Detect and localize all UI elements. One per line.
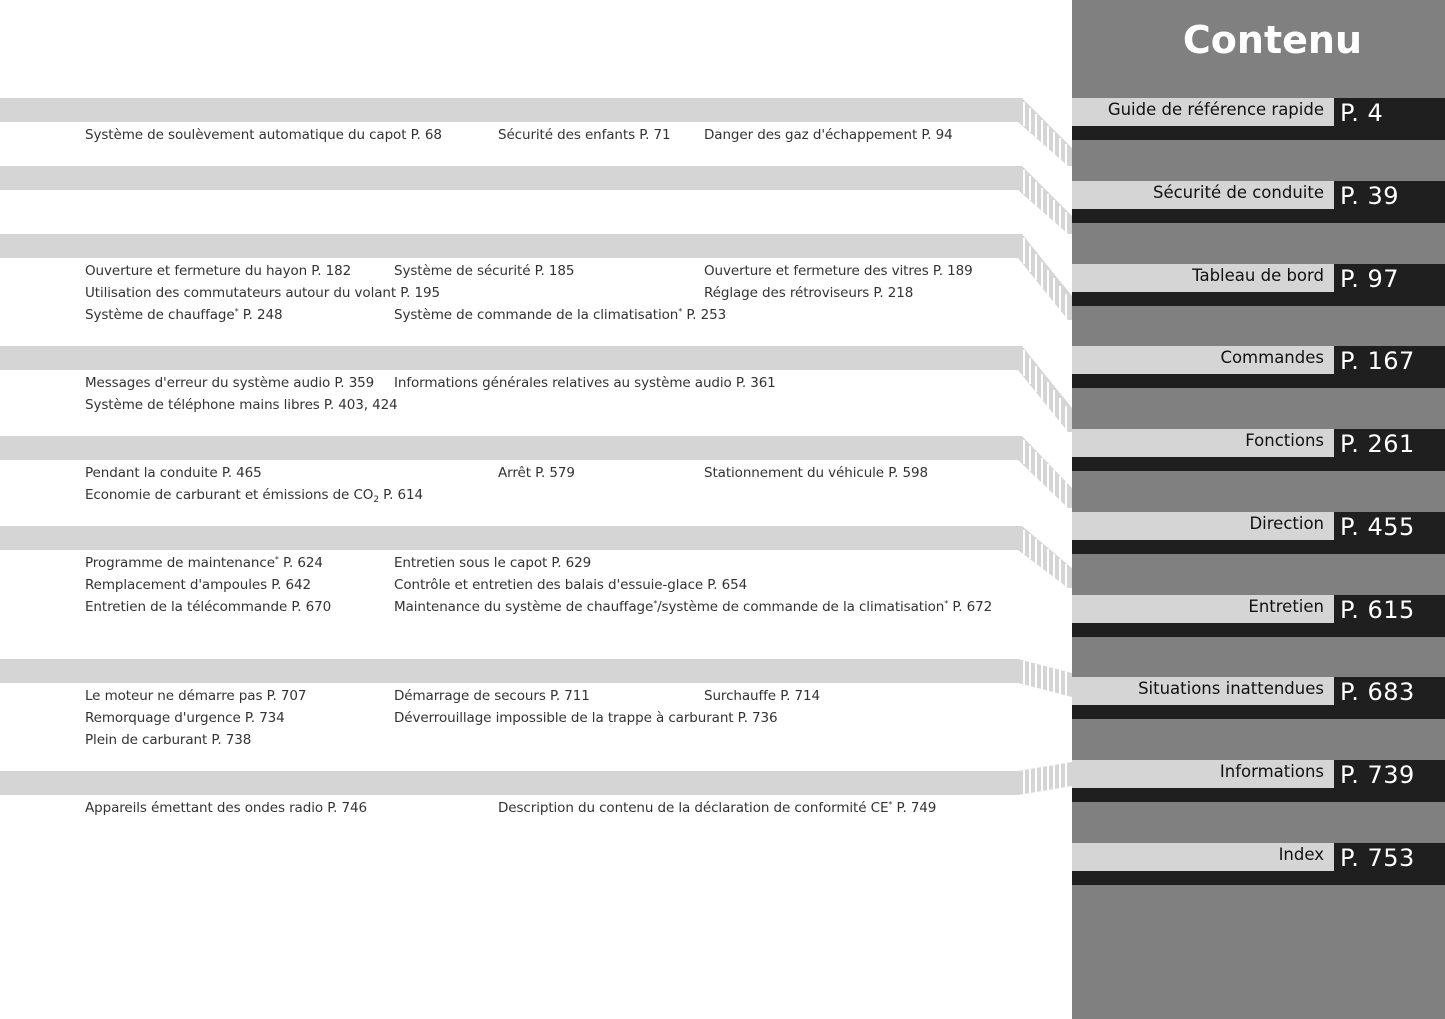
toc-link[interactable] bbox=[498, 800, 936, 816]
connector-ribbon bbox=[1018, 166, 1072, 238]
toc-link-page: P. 248 bbox=[242, 307, 283, 323]
chapter-tab[interactable] bbox=[1072, 429, 1445, 471]
connector-ribbon bbox=[1018, 526, 1072, 590]
toc-link[interactable]: Système de téléphone mains libres P. 403, 424 bbox=[85, 397, 398, 413]
toc-link[interactable]: Messages d'erreur du système audio P. 359 bbox=[85, 375, 375, 391]
chapter-tab[interactable] bbox=[1072, 98, 1445, 140]
chapter-tab[interactable] bbox=[1072, 677, 1445, 719]
chapter-tab-page: P. 261 bbox=[1340, 430, 1415, 458]
chapter-tab-shadow bbox=[1072, 540, 1445, 554]
toc-link[interactable]: Entretien de la télécommande P. 670 bbox=[85, 599, 332, 615]
toc-link[interactable]: Ouverture et fermeture du hayon P. 182 bbox=[85, 263, 352, 279]
chapter-tab-label: Commandes bbox=[1072, 346, 1334, 374]
chapter-tab-shadow bbox=[1072, 623, 1445, 637]
toc-link[interactable]: Le moteur ne démarre pas P. 707 bbox=[85, 688, 307, 704]
connector-ribbon bbox=[1018, 98, 1072, 170]
chapter-tab-page: P. 39 bbox=[1340, 182, 1400, 210]
toc-link[interactable]: Sécurité des enfants P. 71 bbox=[498, 127, 671, 143]
toc-link[interactable]: Remorquage d'urgence P. 734 bbox=[85, 710, 285, 726]
chapter-tab-page: P. 97 bbox=[1340, 265, 1400, 293]
connector-ribbon bbox=[1018, 659, 1072, 699]
chapter-tab-label: Tableau de bord bbox=[1072, 264, 1334, 292]
footnote-mark: * bbox=[274, 555, 279, 564]
toc-link-text: Système de commande de la climatisation bbox=[394, 307, 679, 323]
toc-link[interactable]: Remplacement d'ampoules P. 642 bbox=[85, 577, 312, 593]
toc-link[interactable]: Pendant la conduite P. 465 bbox=[85, 465, 262, 481]
chapter-tab-label: Fonctions bbox=[1072, 429, 1334, 457]
section-band bbox=[0, 771, 1018, 795]
footnote-mark: * bbox=[653, 599, 658, 608]
chapter-tab-label: Sécurité de conduite bbox=[1072, 181, 1334, 209]
chapter-tab-shadow bbox=[1072, 457, 1445, 471]
footnote-mark: * bbox=[234, 307, 239, 316]
chapter-tab-shadow bbox=[1072, 209, 1445, 223]
page-title: Contenu bbox=[1182, 18, 1362, 62]
chapter-tab-page: P. 615 bbox=[1340, 596, 1415, 624]
toc-link[interactable] bbox=[394, 599, 992, 615]
connector-ribbon bbox=[1018, 234, 1072, 324]
chapter-tab-page: P. 753 bbox=[1340, 844, 1415, 872]
chapter-tab-shadow bbox=[1072, 871, 1445, 885]
toc-link[interactable]: Ouverture et fermeture des vitres P. 189 bbox=[704, 263, 973, 279]
chapter-tab-shadow bbox=[1072, 374, 1445, 388]
toc-link[interactable]: Démarrage de secours P. 711 bbox=[394, 688, 590, 704]
connector-ribbon bbox=[1018, 436, 1072, 512]
toc-link[interactable]: Appareils émettant des ondes radio P. 746 bbox=[85, 800, 367, 816]
section-band bbox=[0, 98, 1018, 122]
chapter-tab[interactable] bbox=[1072, 264, 1445, 306]
toc-link-text: /système de commande de la climatisation bbox=[657, 599, 945, 615]
chapter-tab-shadow bbox=[1072, 292, 1445, 306]
toc-link-page: P. 624 bbox=[283, 555, 323, 571]
toc-link-page: P. 253 bbox=[686, 307, 727, 323]
chapter-tab-label: Index bbox=[1072, 843, 1334, 871]
chapter-tab-label: Direction bbox=[1072, 512, 1334, 540]
toc-link[interactable] bbox=[85, 555, 323, 571]
toc-link[interactable] bbox=[394, 307, 726, 323]
chapter-tab-page: P. 167 bbox=[1340, 347, 1415, 375]
toc-link[interactable]: Informations générales relatives au système audio P. 361 bbox=[394, 375, 776, 391]
subscript: 2 bbox=[373, 495, 379, 505]
chapter-tab[interactable] bbox=[1072, 512, 1445, 554]
toc-link[interactable]: Plein de carburant P. 738 bbox=[85, 732, 252, 748]
connector-ribbon bbox=[1018, 346, 1072, 436]
toc-link-page: P. 749 bbox=[896, 800, 937, 816]
toc-link[interactable]: Contrôle et entretien des balais d'essuie-glace P. 654 bbox=[394, 577, 748, 593]
chapter-tab[interactable] bbox=[1072, 843, 1445, 885]
toc-link[interactable]: Système de sécurité P. 185 bbox=[394, 263, 575, 279]
chapter-tab-label: Guide de référence rapide bbox=[1072, 98, 1334, 126]
chapter-tab-label: Situations inattendues bbox=[1072, 677, 1334, 705]
toc-link-page: P. 672 bbox=[952, 599, 993, 615]
toc-link[interactable]: Système de soulèvement automatique du capot P. 68 bbox=[85, 127, 442, 143]
chapter-tab-page: P. 4 bbox=[1340, 99, 1384, 127]
chapter-tab[interactable] bbox=[1072, 760, 1445, 802]
toc-link[interactable]: Utilisation des commutateurs autour du volant P. 195 bbox=[85, 285, 441, 301]
toc-link[interactable]: Déverrouillage impossible de la trappe à carburant P. 736 bbox=[394, 710, 778, 726]
section-band bbox=[0, 526, 1018, 550]
chapter-tab-shadow bbox=[1072, 126, 1445, 140]
chapter-tab-label: Informations bbox=[1072, 760, 1334, 788]
chapter-tab[interactable] bbox=[1072, 595, 1445, 637]
toc-link[interactable]: Arrêt P. 579 bbox=[498, 465, 575, 481]
toc-link[interactable]: Stationnement du véhicule P. 598 bbox=[704, 465, 928, 481]
footnote-mark: * bbox=[888, 800, 893, 809]
section-band bbox=[0, 436, 1018, 460]
section-band bbox=[0, 659, 1018, 683]
footnote-mark: * bbox=[678, 307, 683, 316]
toc-link[interactable]: Danger des gaz d'échappement P. 94 bbox=[704, 127, 953, 143]
toc-link-page: P. 614 bbox=[383, 487, 423, 503]
chapter-tab[interactable] bbox=[1072, 181, 1445, 223]
toc-link[interactable]: Réglage des rétroviseurs P. 218 bbox=[704, 285, 914, 301]
section-band bbox=[0, 346, 1018, 370]
toc-link-text: Programme de maintenance bbox=[85, 555, 275, 571]
toc-link[interactable]: Entretien sous le capot P. 629 bbox=[394, 555, 592, 571]
chapter-tab-shadow bbox=[1072, 705, 1445, 719]
toc-link-text: Description du contenu de la déclaration de conformité CE bbox=[498, 800, 889, 816]
chapter-tab-page: P. 683 bbox=[1340, 678, 1415, 706]
footnote-mark: * bbox=[944, 599, 949, 608]
toc-link[interactable] bbox=[85, 307, 282, 323]
chapter-tab[interactable] bbox=[1072, 346, 1445, 388]
connector-ribbon bbox=[1018, 762, 1072, 798]
toc-link-text: Maintenance du système de chauffage bbox=[394, 599, 654, 615]
chapter-tab-label: Entretien bbox=[1072, 595, 1334, 623]
toc-link[interactable] bbox=[85, 487, 423, 503]
toc-link-text: Système de chauffage bbox=[85, 307, 235, 323]
chapter-tab-page: P. 455 bbox=[1340, 513, 1415, 541]
chapter-tab-page: P. 739 bbox=[1340, 761, 1415, 789]
section-band bbox=[0, 234, 1018, 258]
toc-link[interactable]: Surchauffe P. 714 bbox=[704, 688, 820, 704]
section-band bbox=[0, 166, 1018, 190]
toc-link-text: Economie de carburant et émissions de CO bbox=[85, 487, 374, 503]
chapter-tab-shadow bbox=[1072, 788, 1445, 802]
